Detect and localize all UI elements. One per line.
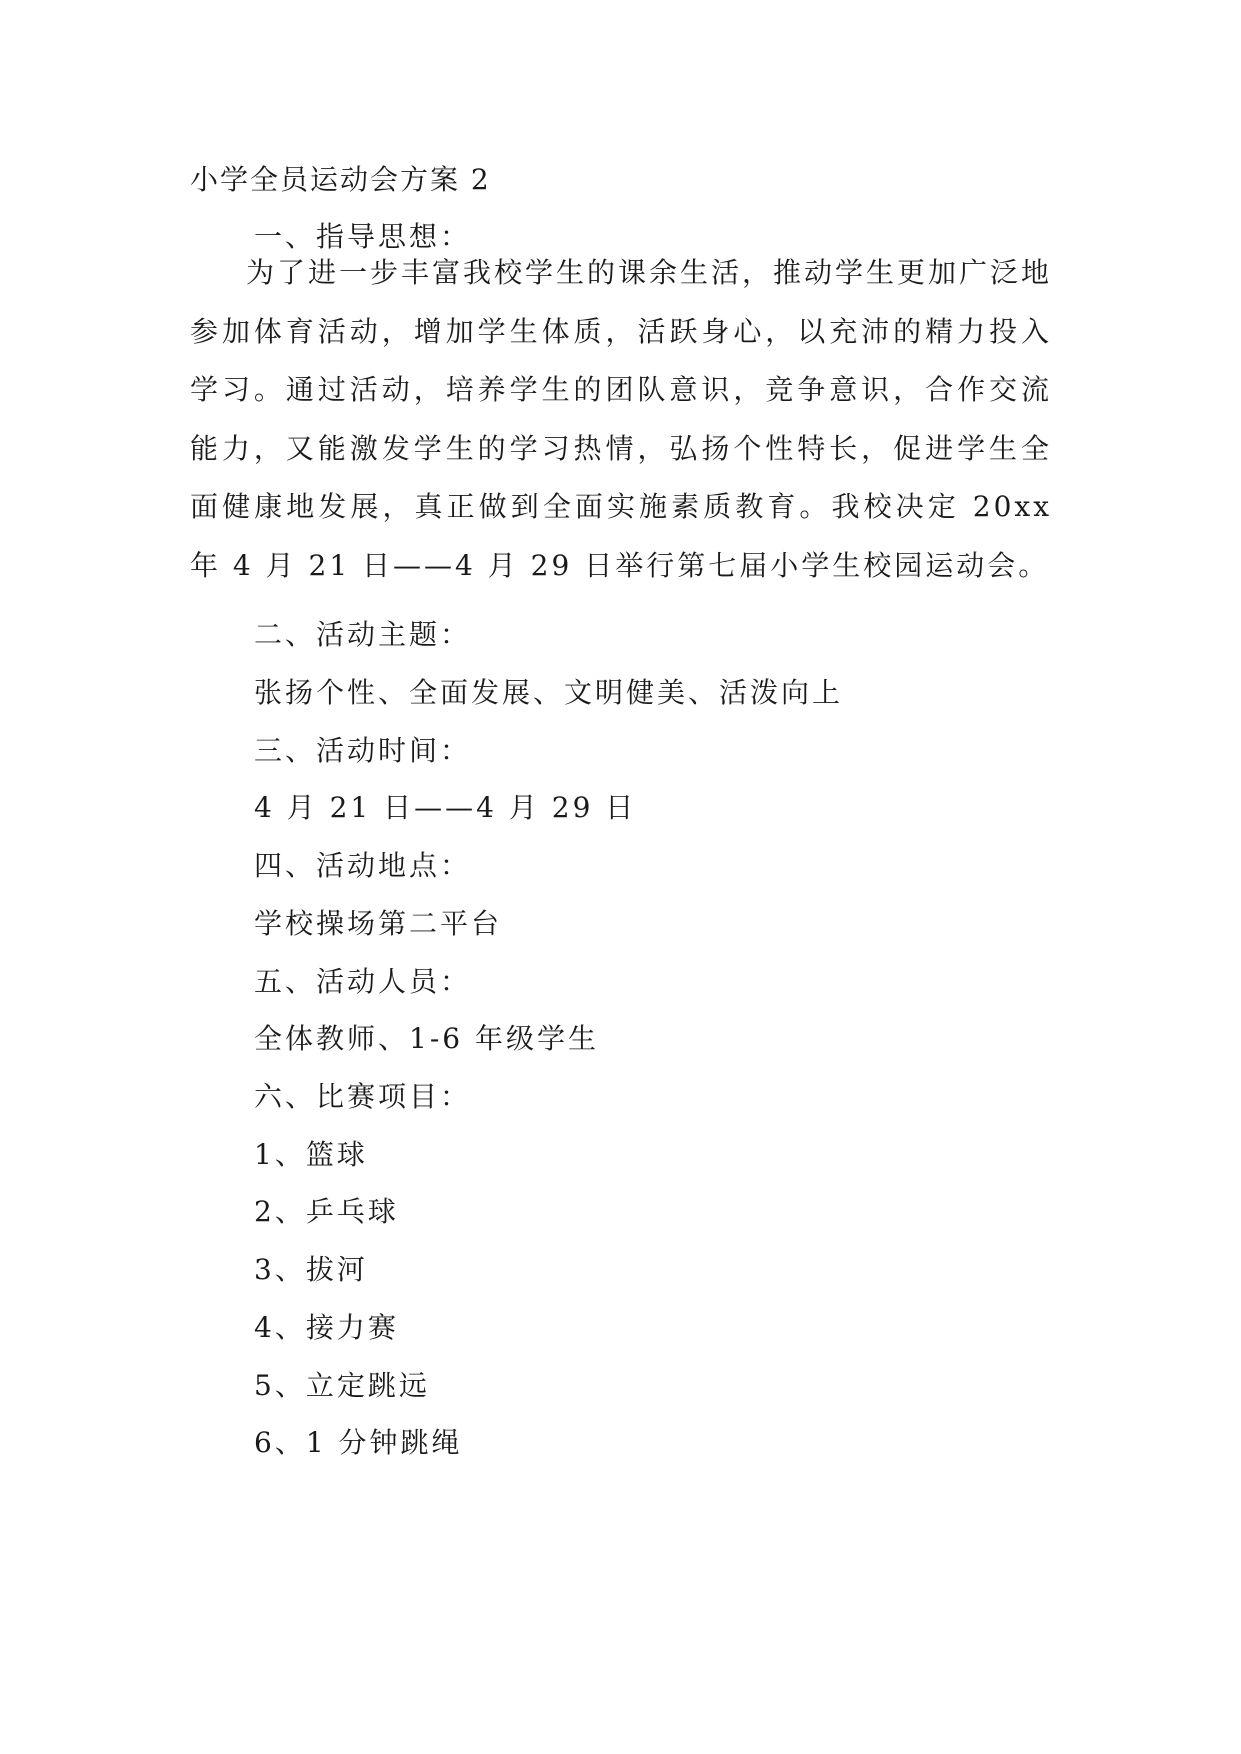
activity-time-value: 4 月 21 日——4 月 29 日	[254, 791, 637, 824]
event-list-item: 3、拔河	[254, 1253, 368, 1286]
document-title: 小学全员运动会方案 2	[190, 163, 491, 196]
heading-events: 六、比赛项目：	[254, 1080, 472, 1113]
heading-activity-location: 四、活动地点：	[254, 849, 472, 882]
guiding-ideology-paragraph	[190, 244, 1052, 595]
heading-activity-time: 三、活动时间：	[254, 734, 472, 767]
event-list-item: 5、立定跳远	[254, 1369, 430, 1402]
heading-guiding-ideology: 一、指导思想：	[254, 220, 472, 253]
heading-participants: 五、活动人员：	[254, 965, 472, 998]
event-list-item: 2、乒乓球	[254, 1195, 399, 1228]
paragraph-text: 为了进一步丰富我校学生的课余生活，推动学生更加广泛地参加体育活动，增加学生体质，活跃身心，以充沛的精力投入学习。通过活动，培养学生的团队意识，竞争意识，合作交流能力，又能激发学生的学习热情，弘扬个性特长，促进学生全面健康地发展，真正做到全面实施素质教育。我校决定 20xx 年 4 月 21 日——4 月 29 日举行第七届小学生校园运动会。	[190, 256, 1053, 582]
event-list-item: 4、接力赛	[254, 1311, 399, 1344]
participants-value: 全体教师、1-6 年级学生	[254, 1022, 599, 1055]
event-list-item: 6、1 分钟跳绳	[254, 1426, 463, 1459]
activity-location-value: 学校操场第二平台	[254, 907, 503, 940]
activity-theme-value: 张扬个性、全面发展、文明健美、活泼向上	[254, 676, 844, 709]
event-list-item: 1、篮球	[254, 1138, 368, 1171]
heading-activity-theme: 二、活动主题：	[254, 618, 472, 651]
